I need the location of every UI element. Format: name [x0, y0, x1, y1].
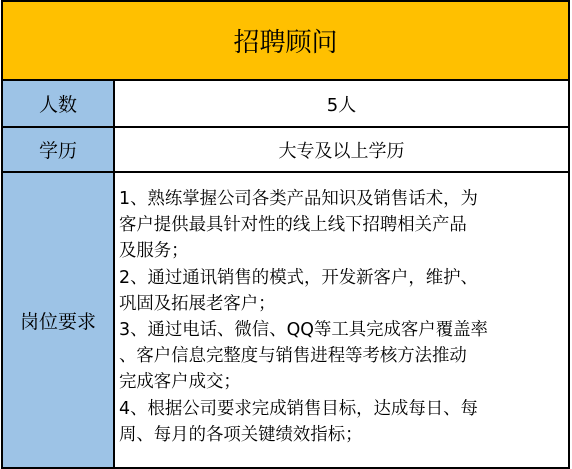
- requirements-label: 岗位要求: [3, 173, 115, 467]
- requirements-row: [1, 173, 570, 469]
- requirement-line: 及服务；: [119, 241, 189, 262]
- requirement-line: 客户提供最具针对性的线上线下招聘相关产品: [119, 215, 467, 236]
- education-row: [1, 128, 570, 173]
- job-title: 招聘顾问: [1, 0, 570, 81]
- requirements-text: [115, 173, 568, 467]
- education-value: 大专及以上学历: [115, 128, 568, 171]
- requirement-line: 完成客户成交；: [119, 372, 241, 393]
- headcount-value: 5人: [115, 81, 568, 126]
- requirement-line: 3、通过电话、微信、QQ等工具完成客户覆盖率: [119, 320, 488, 341]
- headcount-label: 人数: [3, 81, 115, 126]
- requirement-line: 1、熟练掌握公司各类产品知识及销售话术，为: [119, 189, 478, 209]
- headcount-row: [1, 81, 570, 128]
- requirement-line: 4、根据公司要求完成销售目标，达成每日、每: [119, 398, 478, 419]
- requirement-line: 巩固及拓展老客户；: [119, 293, 276, 314]
- education-label: 学历: [3, 128, 115, 171]
- requirement-line: 周、每月的各项关键绩效指标；: [119, 424, 363, 445]
- requirement-line: 、客户信息完整度与销售进程等考核方法推动: [119, 346, 467, 367]
- requirement-line: 2、通过通讯销售的模式，开发新客户，维护、: [119, 267, 478, 288]
